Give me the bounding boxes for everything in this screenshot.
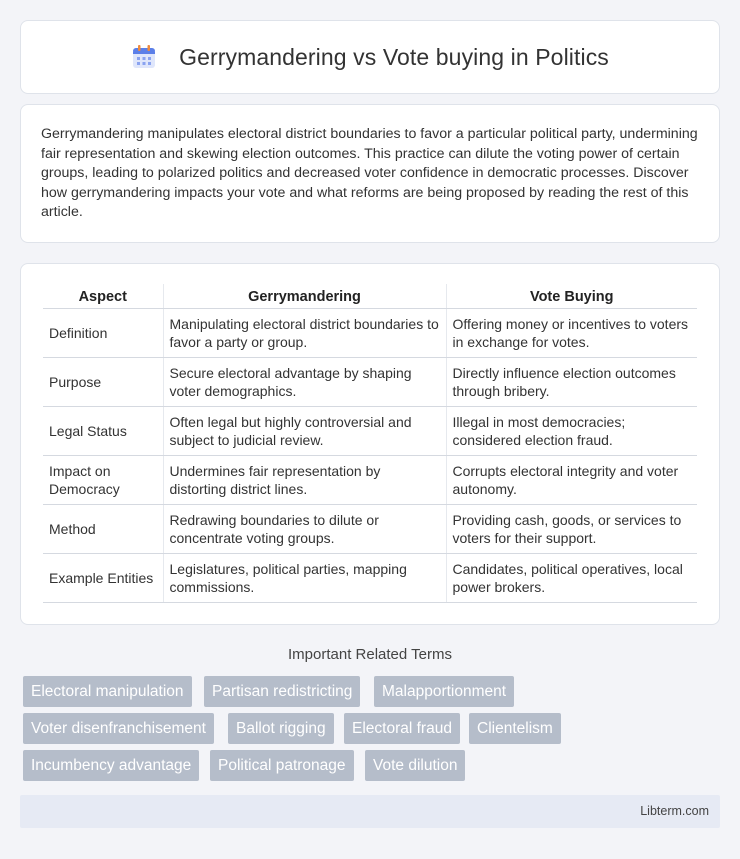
term-tag[interactable]: Clientelism xyxy=(469,713,561,744)
cell-gerrymandering: Manipulating electoral district boundaries to favor a party or group. xyxy=(163,309,446,358)
term-tag[interactable]: Electoral manipulation xyxy=(23,676,192,707)
table-row xyxy=(43,309,697,358)
cell-gerrymandering: Secure electoral advantage by shaping voter demographics. xyxy=(163,358,446,407)
intro-card xyxy=(20,104,720,243)
comparison-table xyxy=(43,284,697,603)
table-row xyxy=(43,358,697,407)
cell-vote-buying: Offering money or incentives to voters in exchange for votes. xyxy=(446,309,697,358)
cell-aspect: Legal Status xyxy=(43,407,163,456)
cell-gerrymandering: Legislatures, political parties, mapping commissions. xyxy=(163,554,446,603)
term-tag[interactable]: Voter disenfranchisement xyxy=(23,713,214,744)
table-row xyxy=(43,554,697,603)
cell-vote-buying: Corrupts electoral integrity and voter autonomy. xyxy=(446,456,697,505)
term-tag[interactable]: Vote dilution xyxy=(365,750,465,781)
header-aspect: Aspect xyxy=(43,284,163,309)
cell-aspect: Impact on Democracy xyxy=(43,456,163,505)
calendar-icon xyxy=(131,44,157,70)
cell-vote-buying: Directly influence election outcomes through bribery. xyxy=(446,358,697,407)
table-row xyxy=(43,407,697,456)
cell-vote-buying: Candidates, political operatives, local power brokers. xyxy=(446,554,697,603)
page-title: Gerrymandering vs Vote buying in Politics xyxy=(179,43,609,70)
cell-vote-buying: Illegal in most democracies; considered election fraud. xyxy=(446,407,697,456)
header-vote-buying: Vote Buying xyxy=(446,284,697,309)
term-tag[interactable]: Ballot rigging xyxy=(228,713,334,744)
term-tag[interactable]: Partisan redistricting xyxy=(204,676,360,707)
term-tag[interactable]: Malapportionment xyxy=(374,676,514,707)
cell-aspect: Definition xyxy=(43,309,163,358)
intro-text: Gerrymandering manipulates electoral district boundaries to favor a particular political party, undermining fair representation and skewing election outcomes. This practice can dilute the voting power of certain groups, leading to polarized politics and decreased voter confidence in democratic processes. Discover how gerrymandering impacts your vote and what reforms are being proposed by reading the rest of this article. xyxy=(41,126,698,220)
comparison-table-card xyxy=(20,263,720,625)
header-card xyxy=(20,20,720,94)
header-gerrymandering: Gerrymandering xyxy=(163,284,446,309)
term-tag[interactable]: Electoral fraud xyxy=(344,713,460,744)
cell-aspect: Method xyxy=(43,505,163,554)
term-tag[interactable]: Incumbency advantage xyxy=(23,750,199,781)
cell-gerrymandering: Undermines fair representation by distorting district lines. xyxy=(163,456,446,505)
cell-vote-buying: Providing cash, goods, or services to voters for their support. xyxy=(446,505,697,554)
table-row xyxy=(43,456,697,505)
cell-aspect: Purpose xyxy=(43,358,163,407)
footer-brand-link[interactable]: Libterm.com xyxy=(640,804,709,818)
cell-gerrymandering: Redrawing boundaries to dilute or concentrate voting groups. xyxy=(163,505,446,554)
table-row xyxy=(43,505,697,554)
footer xyxy=(20,795,720,828)
table-header-row xyxy=(43,284,697,309)
term-tag[interactable]: Political patronage xyxy=(210,750,354,781)
cell-gerrymandering: Often legal but highly controversial and subject to judicial review. xyxy=(163,407,446,456)
cell-aspect: Example Entities xyxy=(43,554,163,603)
related-terms-title: Important Related Terms xyxy=(288,646,452,663)
